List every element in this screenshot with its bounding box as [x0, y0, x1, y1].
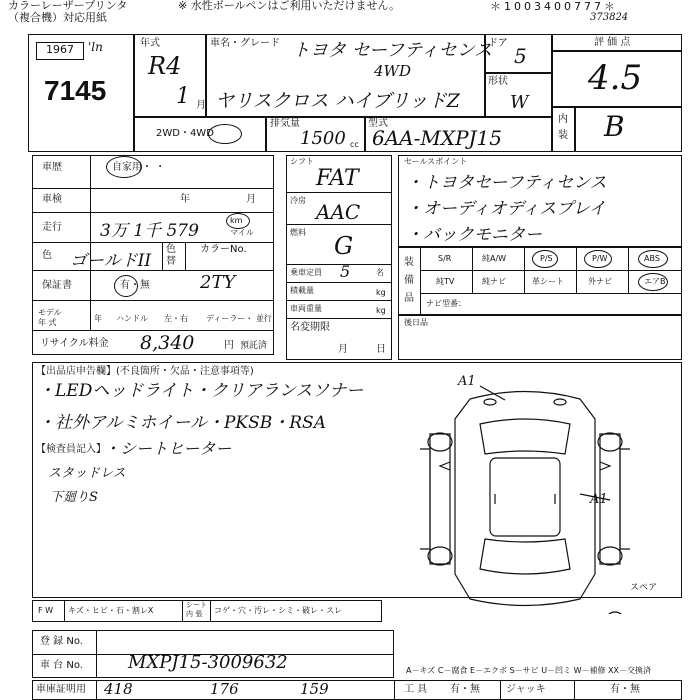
sales-point-2: ・オーディオディスプレイ [406, 199, 606, 219]
fuel-value: G [334, 232, 354, 260]
recycle-status: 預託済 [240, 341, 268, 351]
color-value: ゴールドII [70, 251, 152, 271]
ps-circle [532, 250, 558, 268]
after-items-box [398, 315, 682, 360]
lot-small-box: 1967 [36, 42, 84, 60]
airbag-circle [638, 273, 668, 291]
equip-airbag: エアB [644, 277, 666, 286]
interior-value: B [604, 110, 625, 143]
color-no-value: 2TY [200, 272, 236, 293]
ac-label: 冷房 [290, 196, 306, 205]
mileage-label: 走行 [42, 222, 62, 233]
sales-point-1: ・トヨタセーフティセンス [406, 173, 607, 193]
shift-label: シフト [290, 157, 314, 166]
fw-label: F W [38, 606, 54, 615]
reg-limit-month: 月 [338, 344, 348, 355]
notes-title: 【出品店申告欄】(不良箇所・欠品・注意事項等) [36, 366, 254, 377]
pen-warning: ※ 水性ボールペンはご利用いただけません。 [178, 0, 401, 12]
car-model: ヤリスクロス ハイブリッドZ [215, 90, 460, 112]
history-circle [106, 156, 142, 178]
color-label: 色 [42, 250, 52, 261]
capacity-value: 5 [340, 262, 351, 281]
equip-tv: 純TV [436, 277, 455, 286]
color-change-2: 替 [166, 256, 176, 267]
fuel-label: 燃料 [290, 228, 306, 237]
shape-value: W [510, 92, 529, 113]
equip-abs: ABS [644, 254, 660, 263]
model-label: モデル 年 式 [38, 308, 62, 327]
lot-number: 7145 [44, 75, 107, 106]
recycle-unit: 円 [224, 340, 234, 351]
car-name-label: 車名・グレード [210, 38, 280, 49]
seat-label: シート 内 張 [186, 601, 207, 618]
handle-label: ハンドル [116, 314, 148, 323]
weight-label: 車両重量 [290, 304, 322, 313]
inspector-title: 【検査員記入】 [36, 444, 106, 455]
tools-label: 工 具 [404, 684, 428, 695]
cc-value: 1500 [300, 128, 346, 149]
jack-value: 有・無 [610, 684, 640, 695]
recycle-label: リサイクル料金 [40, 338, 109, 349]
inspector-note-1: ・シートヒーター [104, 439, 232, 458]
cc-label: 排気量 [270, 118, 300, 129]
handle-value: 左・右 [164, 314, 188, 323]
history-value: 自家用・ ・ [112, 162, 166, 173]
navi-model-label: ナビ型番： [426, 299, 466, 308]
damage-mark-front: A1 [458, 374, 476, 389]
spare-label: スペア [630, 583, 658, 593]
color-change-1: 色 [166, 244, 176, 255]
damage-legend: A－キズ C－腐食 E－エクボ S－サビ U－凹ミ W－補修 XX－交換済 [406, 666, 652, 675]
equip-aw: 純A/W [482, 254, 507, 263]
model-year: 年 [94, 314, 102, 323]
printer-note-2: （複合機）対応用紙 [8, 11, 107, 24]
warranty-circle [114, 275, 138, 297]
equip-leather: 革シート [532, 277, 564, 286]
serial-number: ＊1003400777＊ [490, 0, 618, 13]
serial-handwritten: 373824 [590, 12, 629, 23]
inspect-year: 年 [180, 194, 190, 205]
load-label: 積載量 [290, 286, 314, 295]
mileage-km: km [230, 216, 243, 225]
pw-circle [584, 250, 612, 268]
equip-ext-navi: 外ナビ [588, 277, 612, 286]
door-label: ドア [488, 38, 508, 49]
score-value: 4.5 [588, 58, 643, 98]
warranty-value: 有・無 [120, 280, 150, 291]
shape-label: 形状 [488, 76, 508, 87]
door-value: 5 [514, 44, 527, 68]
type-label: 型式 [368, 118, 388, 129]
month-unit: 月 [196, 100, 206, 111]
year-value: R4 [148, 52, 182, 80]
jack-label: ジャッキ [506, 684, 546, 695]
km-circle [226, 213, 250, 229]
shift-value: FAT [316, 166, 359, 191]
score-label: 評 価 点 [594, 37, 631, 48]
fw-text: キズ・ヒビ・石・割レX [68, 606, 154, 615]
inspect-label: 車検 [42, 194, 62, 205]
abs-circle [638, 250, 668, 268]
recycle-value: 8,340 [140, 332, 195, 354]
seat-text: コゲ・穴・汚レ・シミ・破レ・スレ [214, 606, 342, 615]
equip-sr: S/R [438, 254, 452, 263]
interior-label: 内装 [558, 114, 568, 141]
load-unit: kg [376, 288, 386, 297]
mileage-value: 3万 1千 579 [100, 221, 199, 241]
ac-value: AAC [316, 200, 361, 224]
month-value: 1 [176, 84, 190, 109]
equip-pw: P/W [592, 254, 608, 263]
capacity-label: 乗車定員 [290, 268, 322, 277]
year-label: 年式 [140, 38, 160, 49]
note-line-1: ・LEDヘッドライト・クリアランスソナー [38, 381, 364, 401]
note-line-2: ・社外アルミホイール・PKSB・RSA [38, 413, 326, 433]
equip-label: 装備品 [404, 257, 414, 304]
damage-mark-side: A1 [590, 492, 608, 507]
dealer-label: ディーラー・ 並行 [206, 314, 272, 323]
cert-value-1: 418 [104, 680, 133, 698]
reg-no-label: 登 録 No. [40, 636, 83, 647]
chassis-value: MXPJ15-3009632 [128, 652, 288, 673]
equip-ps: P/S [540, 254, 553, 263]
cert-value-2: 176 [210, 680, 239, 698]
type-value: 6AA-MXPJ15 [372, 126, 503, 150]
sales-title: セールスポイント [404, 157, 468, 166]
cert-value-3: 159 [300, 680, 329, 698]
mileage-mile: マイル [230, 228, 254, 237]
lot-suffix: 'ln [88, 40, 103, 54]
color-no-label: カラーNo. [200, 244, 247, 255]
car-drive: 4WD [374, 62, 411, 80]
reg-limit-label: 名変期限 [290, 322, 330, 333]
reg-limit-day: 日 [376, 344, 386, 355]
capacity-unit: 名 [376, 268, 384, 277]
warranty-label: 保証書 [42, 280, 72, 291]
after-items-label: 後日品 [404, 318, 428, 327]
car-name: トヨタ セーフティセンス [292, 40, 493, 61]
history-label: 車歴 [42, 162, 62, 173]
chassis-label: 車 台 No. [40, 660, 83, 671]
cc-unit: cc [350, 140, 359, 149]
inspector-note-3: 下廻りS [50, 490, 98, 505]
drive-circle [208, 124, 242, 144]
inspect-month: 月 [246, 194, 256, 205]
sales-point-3: ・バックモニター [406, 225, 542, 245]
tools-value: 有・無 [450, 684, 480, 695]
cert-label: 車庫証明用 [36, 684, 86, 695]
equip-navi: 純ナビ [482, 277, 506, 286]
weight-unit: kg [376, 306, 386, 315]
inspector-note-2: スタッドレス [48, 466, 126, 481]
drive-label: 2WD・4WD [156, 128, 214, 139]
printer-note: カラーレーザープリンタ [8, 0, 128, 12]
